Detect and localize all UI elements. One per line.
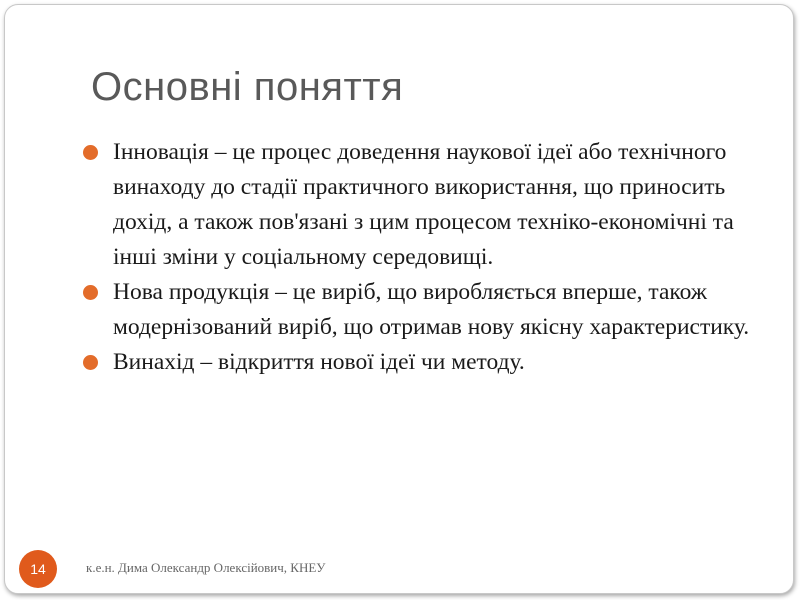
slide-footer: к.е.н. Дима Олександр Олексійович, КНЕУ <box>86 560 326 575</box>
slide-title: Основні поняття <box>91 65 404 109</box>
bullet-text: Інновація – це процес доведення наукової ідеї або технічного винаходу до стадії практичного використання, що приносить дохід, а також пов'язані з цим процесом техніко-економічні та інші зміни у соціальному середовищі. <box>113 139 734 270</box>
bullet-text: Винахід – відкриття нової ідеї чи методу. <box>113 349 525 375</box>
bullet-dot-icon <box>83 355 98 370</box>
bullet-text: Нова продукція – це виріб, що виробляється вперше, також модернізований виріб, що отримав нову якісну характеристику. <box>113 279 750 340</box>
slide <box>4 4 794 594</box>
bullet-item <box>83 275 773 345</box>
bullet-item <box>83 135 773 275</box>
bullet-dot-icon <box>83 285 98 300</box>
page-number-badge: 14 <box>19 550 57 588</box>
bullet-item <box>83 345 773 380</box>
bullet-list <box>83 135 773 380</box>
bullet-dot-icon <box>83 145 98 160</box>
